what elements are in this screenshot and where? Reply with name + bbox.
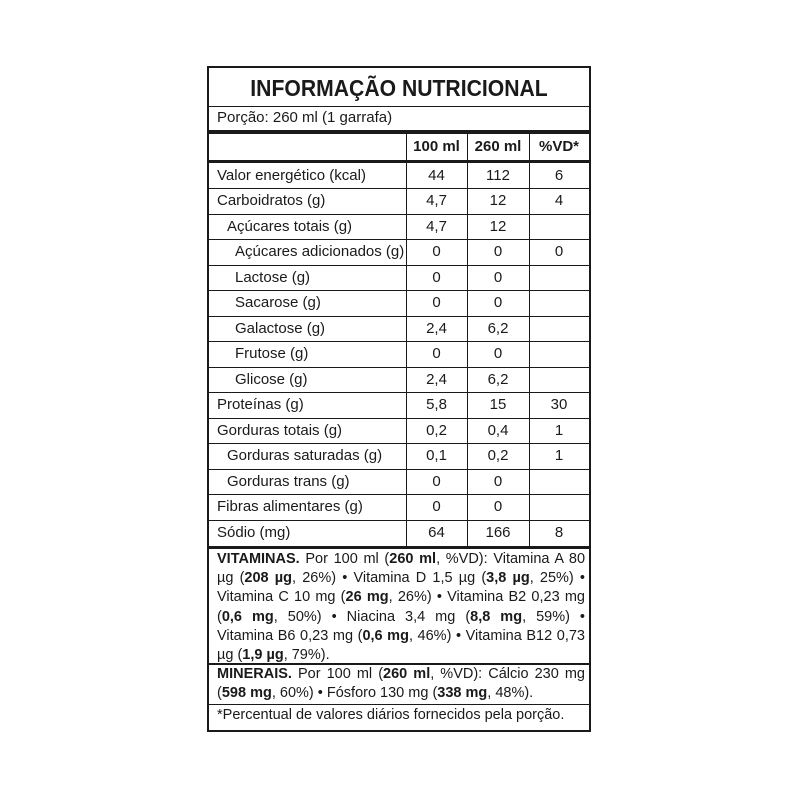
nutrient-value-100ml: 0,1 <box>426 447 447 464</box>
nutrient-value-vd <box>529 469 589 494</box>
nutrient-label: Galactose (g) <box>235 319 326 337</box>
nutrient-label: Sacarose (g) <box>235 294 321 311</box>
nutrient-label: Gorduras totais (g) <box>217 421 343 439</box>
nutrient-value-vd: 4 <box>554 192 564 209</box>
nutrient-value-vd <box>529 214 589 239</box>
nutrient-value-100ml: 0 <box>432 345 441 362</box>
panel-title: INFORMAÇÃO NUTRICIONAL <box>250 75 548 101</box>
minerals-segment: 338 mg <box>437 685 488 702</box>
nutrient-value-100ml: 4,7 <box>426 217 447 235</box>
nutrient-value-260ml: 166 <box>485 523 511 541</box>
nutrient-value-260ml: 0 <box>493 472 503 490</box>
nutrient-label: Carboidratos (g) <box>217 192 326 209</box>
nutrient-value-260ml: 0 <box>493 294 503 311</box>
vitamins-segment: 0,6 mg <box>362 627 409 644</box>
minerals-segment: , %VD): Cálcio 230 mg ( <box>217 666 585 702</box>
vitamins-segment: 0,6 mg <box>221 608 274 625</box>
nutrient-value-vd <box>529 290 589 315</box>
nutrient-label: Açúcares totais (g) <box>227 217 353 235</box>
nutrient-value-100ml: 2,4 <box>426 319 447 337</box>
nutrient-value-vd: 0 <box>554 243 564 260</box>
minerals-segment: Por 100 ml ( <box>291 666 384 682</box>
nutrient-value-260ml: 6,2 <box>487 319 509 337</box>
nutrient-value-260ml: 12 <box>489 192 507 209</box>
nutrient-label: Sódio (mg) <box>217 523 291 541</box>
nutrient-value-100ml: 0 <box>432 268 441 286</box>
nutrient-value-100ml: 0,2 <box>426 421 447 439</box>
nutrient-value-vd <box>529 316 589 341</box>
vitamins-segment: 260 ml <box>389 551 437 567</box>
vitamins-segment: , %VD): Vitamina A 80 µg ( <box>217 551 586 587</box>
nutrient-label: Proteínas (g) <box>217 396 304 413</box>
nutrient-label: Glicose (g) <box>235 370 308 388</box>
nutrient-value-260ml: 6,2 <box>487 370 509 388</box>
vitamins-segment: 208 µg <box>244 570 292 587</box>
column-header-vd: %VD* <box>538 138 579 155</box>
nutrient-label: Gorduras trans (g) <box>227 472 350 490</box>
vitamins-segment: 26 mg <box>345 589 389 606</box>
nutrient-value-260ml: 0,2 <box>487 447 509 464</box>
vitamins-segment: , 46%) • Vitamina B12 0,73 µg ( <box>217 627 585 664</box>
vitamins-segment: Por 100 ml ( <box>299 551 390 567</box>
table-bottom-divider <box>209 546 589 549</box>
nutrient-value-vd: 1 <box>554 447 564 464</box>
nutrient-value-vd <box>529 367 589 392</box>
nutrient-label: Valor energético (kcal) <box>217 166 366 184</box>
nutrient-value-260ml: 0 <box>493 268 503 286</box>
minerals-divider <box>209 704 589 705</box>
minerals-segment: , 60%) • Fósforo 130 mg ( <box>271 685 438 702</box>
nutrient-value-260ml: 112 <box>486 166 510 184</box>
nutrient-value-100ml: 5,8 <box>426 396 447 413</box>
footnote: *Percentual de valores diários fornecidos pela porção. <box>217 707 565 723</box>
vitamins-segment: , 26%) • Vitamina B2 0,23 mg ( <box>217 589 585 625</box>
nutrient-value-100ml: 0 <box>432 294 441 311</box>
nutrient-value-vd <box>529 341 589 366</box>
vitamins-segment: , 26%) • Vitamina D 1,5 µg ( <box>292 570 487 587</box>
minerals-segment: MINERAIS. <box>217 666 292 682</box>
nutrient-value-260ml: 0,4 <box>487 421 509 439</box>
nutrient-value-100ml: 4,7 <box>426 192 447 209</box>
vitamins-segment: , 25%) • Vitamina C 10 mg ( <box>217 570 586 606</box>
vitamins-segment: , 79%). <box>283 647 330 664</box>
nutrient-value-100ml: 2,4 <box>426 370 447 388</box>
minerals-segment: 598 mg <box>221 685 272 702</box>
vitamins-segment: , 50%) • Niacina 3,4 mg ( <box>273 608 471 625</box>
vitamins-paragraph <box>217 550 585 665</box>
nutrient-value-vd <box>529 494 589 519</box>
vitamins-segment: 1,9 µg <box>242 647 284 664</box>
vitamins-segment: , 59%) • Vitamina B6 0,23 mg ( <box>217 608 586 644</box>
column-divider <box>467 134 468 546</box>
nutrient-value-100ml: 0 <box>432 498 441 515</box>
nutrient-value-vd <box>529 265 589 290</box>
column-header-v100: 100 ml <box>413 138 460 155</box>
nutrient-label: Açúcares adicionados (g) <box>235 243 405 260</box>
nutrient-value-260ml: 0 <box>493 243 503 260</box>
nutrient-value-vd: 8 <box>554 523 564 541</box>
nutrient-value-100ml: 44 <box>428 166 445 184</box>
nutrient-value-vd: 1 <box>554 421 564 439</box>
column-divider <box>529 134 530 546</box>
vitamins-segment: VITAMINAS. <box>217 551 300 567</box>
vitamins-segment: 8,8 mg <box>470 608 523 625</box>
column-header-v260: 260 ml <box>474 138 522 155</box>
minerals-paragraph <box>217 665 585 703</box>
serving-size: Porção: 260 ml (1 garrafa) <box>217 109 393 126</box>
nutrient-value-260ml: 15 <box>489 396 507 413</box>
nutrient-label: Frutose (g) <box>235 345 309 362</box>
nutrient-value-260ml: 12 <box>489 217 507 235</box>
minerals-segment: 260 ml <box>383 666 431 682</box>
minerals-segment: , 48%). <box>487 685 534 702</box>
nutrient-label: Fibras alimentares (g) <box>217 498 363 515</box>
nutrient-value-260ml: 0 <box>493 345 503 362</box>
nutrient-value-100ml: 0 <box>432 472 441 490</box>
nutrient-value-260ml: 0 <box>493 498 503 515</box>
column-divider <box>406 134 407 546</box>
nutrient-value-100ml: 0 <box>432 243 441 260</box>
nutrient-value-vd: 6 <box>554 166 564 184</box>
vitamins-segment: 3,8 µg <box>486 570 530 587</box>
nutrient-value-vd: 30 <box>550 396 568 413</box>
nutrient-value-100ml: 64 <box>428 523 445 541</box>
nutrient-label: Gorduras saturadas (g) <box>227 447 383 464</box>
nutrition-facts-panel <box>207 66 591 732</box>
nutrient-label: Lactose (g) <box>235 268 311 286</box>
